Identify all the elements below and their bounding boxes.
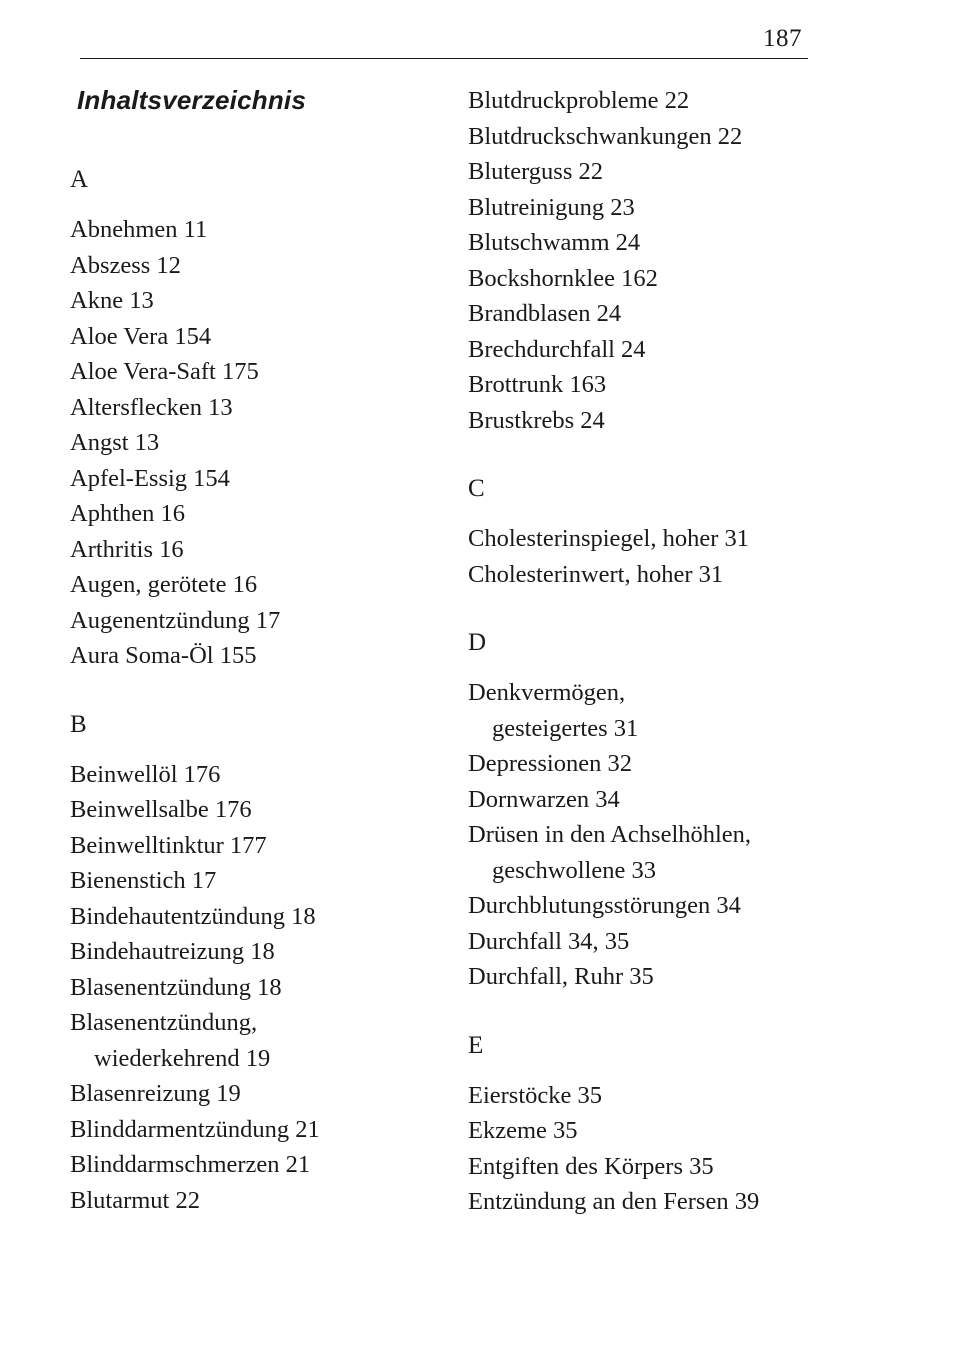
section-gap [468,439,848,474]
index-section-a [70,165,450,675]
index-entry: Brottrunk 163 [468,371,607,398]
index-column-right [468,84,848,1221]
index-entry: Abnehmen 11 [70,216,208,243]
index-section-c [468,474,848,593]
index-entry: Brechdurchfall 24 [468,335,646,363]
section-letter-e: E [468,1031,484,1059]
header-rule [80,58,808,59]
index-column-left [70,165,450,1219]
entry-list-b [70,758,450,1220]
section-gap [468,996,848,1031]
index-entry: Augen, gerötete 16 [70,571,258,598]
index-entry: Arthritis 16 [70,535,184,563]
index-entry: Durchfall 34, 35 [468,927,630,955]
index-section-b [70,710,450,1220]
index-entry: Bluterguss 22 [468,158,603,185]
index-entry: Blutreinigung 23 [468,193,635,221]
section-gap [468,593,848,628]
index-entry: Durchblutungsstörungen 34 [468,892,741,919]
index-entry: Blutschwamm 24 [468,229,641,256]
index-entry: Beinwelltinktur 177 [70,831,267,859]
index-entry: Abszess 12 [70,251,181,279]
entry-list-e [468,1079,848,1221]
index-entry: Blasenentzündung 18 [70,973,282,1001]
index-entry-continuation: wiederkehrend 19 [94,1044,271,1072]
index-entry: Entzündung an den Fersen 39 [468,1188,760,1215]
index-entry-continuation: gesteigertes 31 [492,714,639,742]
index-entry: Aloe Vera 154 [70,322,212,350]
index-entry: Eierstöcke 35 [468,1081,603,1109]
entry-list-b-continued [468,84,848,439]
index-section-e [468,1031,848,1221]
index-entry-continuation: geschwollene 33 [492,856,656,884]
index-entry: Entgiften des Körpers 35 [468,1152,714,1180]
index-entry: Bindehautentzündung 18 [70,902,316,930]
index-entry: Altersflecken 13 [70,393,233,421]
index-entry: Aloe Vera-Saft 175 [70,358,259,385]
index-entry: Ekzeme 35 [468,1117,578,1144]
index-entry: Beinwellsalbe 176 [70,796,252,823]
index-entry: Cholesterinwert, hoher 31 [468,560,724,588]
index-entry: Bindehautreizung 18 [70,938,275,965]
index-entry: Blutarmut 22 [70,1186,200,1214]
index-section-d [468,628,848,996]
index-entry: Blinddarmentzündung 21 [70,1115,320,1143]
index-entry: Blasenreizung 19 [70,1080,241,1107]
index-entry: Blutdruckschwankungen 22 [468,122,743,150]
index-entry: Blinddarmschmerzen 21 [70,1151,311,1178]
index-entry: Aphthen 16 [70,500,185,527]
entry-list-a [70,213,450,675]
index-entry: Aura Soma-Öl 155 [70,642,257,669]
index-entry: Dornwarzen 34 [468,785,620,813]
section-gap [70,675,450,710]
index-entry: Akne 13 [70,287,154,314]
section-letter-b: B [70,710,87,738]
entry-list-d [468,676,848,996]
index-entry: Beinwellöl 176 [70,760,221,788]
index-entry: Blasenentzündung, [70,1009,258,1036]
index-entry: Bienenstich 17 [70,867,217,894]
index-entry: Apfel-Essig 154 [70,464,230,492]
page-title: Inhaltsverzeichnis [77,85,307,115]
index-entry: Drüsen in den Achselhöhlen, [468,821,752,848]
page-number: 187 [763,25,802,52]
index-entry: Brandblasen 24 [468,300,622,327]
index-entry: Blutdruckprobleme 22 [468,87,690,114]
index-entry: Angst 13 [70,429,160,456]
index-entry: Bockshornklee 162 [468,264,658,292]
section-letter-d: D [468,629,487,656]
index-entry: Cholesterinspiegel, hoher 31 [468,525,750,552]
section-letter-c: C [468,475,485,502]
index-entry: Depressionen 32 [468,750,632,777]
index-entry: Brustkrebs 24 [468,406,605,434]
section-letter-a: A [70,166,89,193]
index-entry: Durchfall, Ruhr 35 [468,963,654,990]
index-entry: Augenentzündung 17 [70,606,281,634]
index-entry: Denkvermögen, [468,679,626,706]
entry-list-c [468,522,848,593]
